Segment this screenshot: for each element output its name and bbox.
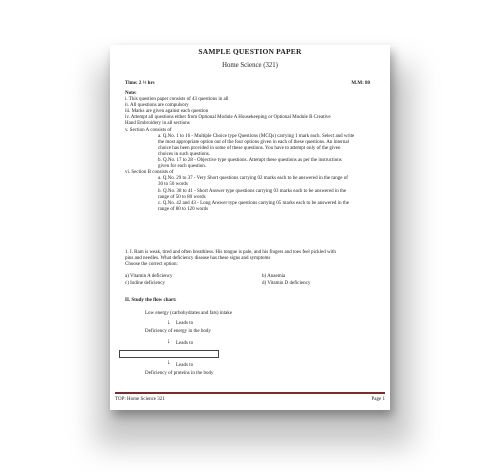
flow-step-1: Low energy (carbohydrates and fats) intake	[145, 311, 232, 316]
down-arrow-icon: ↓	[167, 318, 171, 326]
instructions-block	[125, 91, 381, 213]
down-arrow-icon: ↓	[167, 337, 171, 345]
question-2-heading: II. Study the flow chart:	[125, 298, 177, 303]
section-a-line: choice has been provided in some of these questions. You have to attempt only of the given	[158, 145, 341, 151]
note-line: i. This question paper consists of 43 questions in all	[125, 97, 229, 103]
down-arrow-icon: ↓	[167, 358, 171, 366]
section-b-line: 30 to 50 words	[158, 182, 188, 188]
note-line: iii. Marks are given against each question	[125, 109, 209, 115]
question-text: Choose the correct option:	[125, 262, 178, 268]
page-number: Page 1	[371, 397, 385, 402]
question-paper-page	[110, 45, 390, 410]
section-a-line: b. Q.No. 17 to 28 - Objective type questions. Attempt these questions as per the instructions	[158, 158, 342, 164]
question-1	[125, 250, 381, 268]
flow-leads-to: Leads to	[176, 341, 194, 346]
note-heading: Note:	[125, 91, 137, 96]
option-a: a) Vitamin A deficiency	[125, 274, 173, 279]
option-c: c) Iodine deficiency	[125, 281, 165, 286]
section-b-line: b. Q.No. 38 to 41 - Short Answer type questions carrying 03 marks each to be answered in the	[158, 188, 347, 194]
section-b-line: a. Q.No. 29 to 37 - Very Short questions carrying 02 marks each to be answered in the range of	[158, 176, 348, 182]
section-b-heading: vi. Section B consists of	[125, 170, 174, 176]
section-b-line: range of 50 to 80 words	[158, 194, 206, 200]
section-a-line: choices in such questions.	[158, 151, 210, 157]
section-b-line: range of 80 to 120 words	[158, 206, 209, 212]
flow-leads-to: Leads to	[176, 321, 194, 326]
footer-left-text: TOP: Home Science 321	[115, 397, 165, 402]
note-line: Hand Embroidery in all sections	[125, 121, 190, 127]
note-line: v. Section A consists of	[125, 127, 172, 133]
question-text: 1. I. Ram is weak, tired and often breathless. His tongue is pale, and his fingers and toes feel pickled with	[125, 250, 336, 255]
flow-step-2: Deficiency of energy in the body	[145, 329, 211, 334]
option-b: b) Anaemia	[262, 274, 286, 279]
option-d: d) Vitamin D deficiency	[262, 281, 311, 286]
note-line: iv. Attempt all questions either from Optional Module A Housekeeping or Optional Module B Creative	[125, 115, 331, 121]
note-line: ii. All questions are compulsory	[125, 103, 189, 109]
page-subtitle: Home Science (321)	[222, 62, 278, 69]
question-text: pins and needles. What deficiency disease has these signs and symptoms	[125, 256, 271, 262]
footer-divider	[115, 392, 385, 394]
section-a-line: the most appropriate option out of the four options given in each of these questions. An internal	[158, 139, 349, 145]
flow-step-4: Deficiency of proteins in the body	[145, 371, 214, 376]
section-a-line: given for each question.	[158, 164, 207, 170]
flow-leads-to: Leads to	[176, 363, 194, 368]
section-b-line: c. Q.No. 42 and 43 - Long Answer type questions carrying 05 marks each to be answered in the	[158, 200, 349, 206]
page-title: SAMPLE QUESTION PAPER	[198, 47, 302, 56]
section-a-line: a. Q.No. 1 to 16 - Multiple Choice type Questions (MCQs) carrying 1 mark each. Select and write	[158, 133, 355, 139]
maximum-marks: M.M: 80	[351, 81, 370, 86]
time-allowed: Time: 2 ½ hrs	[125, 81, 155, 86]
flow-blank-box[interactable]	[119, 350, 219, 358]
